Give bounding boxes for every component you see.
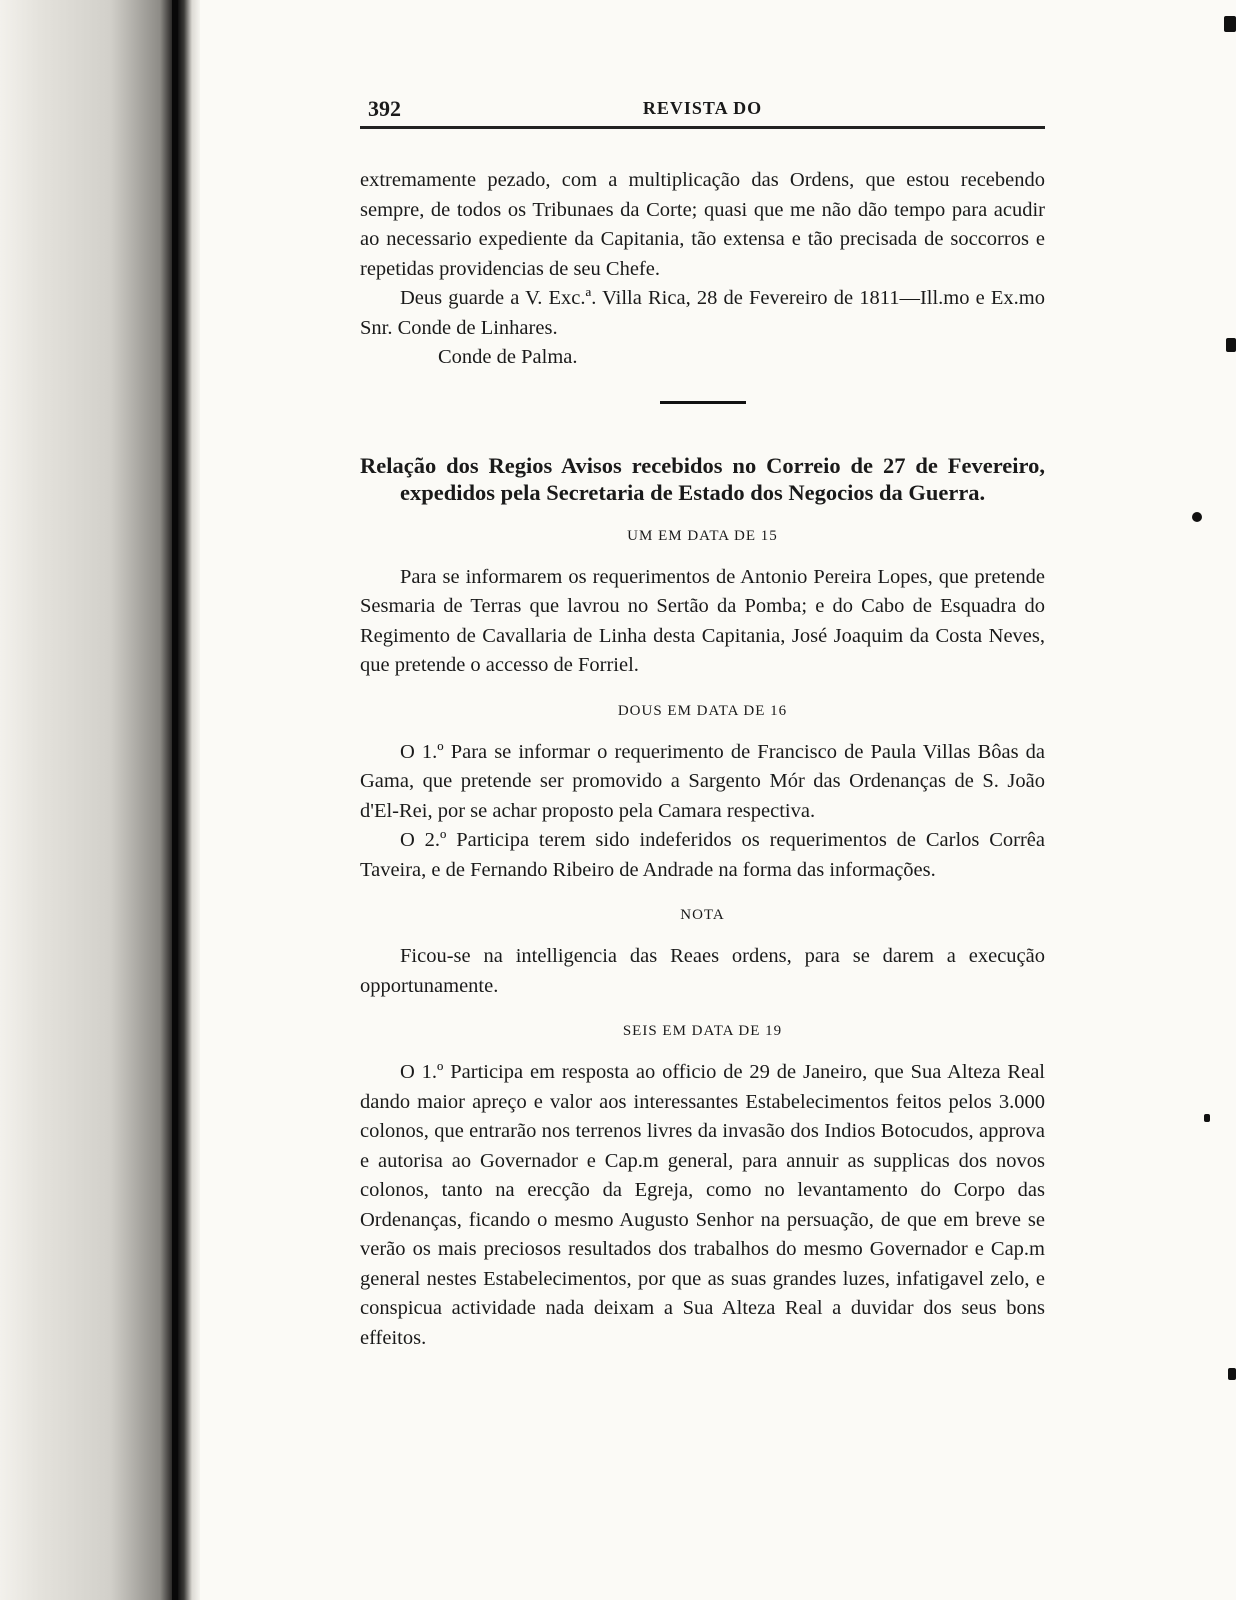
section-title: Relação dos Regios Avisos recebidos no Correio de 27 de Fevereiro, expedidos pela Secretaria de Estado dos Negocios da Guerra.	[360, 452, 1045, 505]
subheading-dous: DOUS EM DATA DE 16	[617, 702, 788, 719]
running-title: REVISTA DO	[642, 98, 763, 118]
opening-paragraph: extremamente pezado, com a multiplicação das Ordens, que estou recebendo sempre, de todos os Tribunaes da Corte; quasi que me não dão tempo para acudir ao necessario expediente da Capitania, tão extensa e tão precisada de soccorros e repetidas providencias de seu Chefe.	[360, 169, 1045, 280]
paragraph-dous-2: O 2.º Participa terem sido indeferidos os requerimentos de Carlos Corrêa Taveira, e de Fernando Ribeiro de Andrade na forma das informações.	[360, 829, 1045, 881]
text-column	[360, 166, 1045, 1353]
paragraph-seis: O 1.º Participa em resposta ao officio de 29 de Janeiro, que Sua Alteza Real dando maior apreço e valor aos interessantes Estabelecimentos feitos pelos 3.000 colonos, que entrarão nos terrenos livres da invasão dos Indios Botocudos, approva e autorisa ao Governador e Cap.m general, para annuir as supplicas dos novos colonos, tanto na erecção da Egreja, como no levantamento do Corpo das Ordenanças, ficando o mesmo Augusto Senhor na persuação, de que em breve se verão os mais preciosos resultados dos trabalhos do mesmo Governador e Cap.m general nestes Estabelecimentos, por que as suas grandes luzes, infatigavel zelo, e conspicua actividade nada deixam a Sua Alteza Real a duvidar dos seus bons effeitos.	[360, 1061, 1045, 1349]
edge-mark-2	[1226, 338, 1236, 352]
section-divider	[660, 401, 746, 404]
edge-mark-3	[1192, 512, 1202, 522]
page-header	[360, 96, 1045, 129]
edge-mark-1	[1224, 16, 1236, 32]
paragraph-um: Para se informarem os requerimentos de Antonio Pereira Lopes, que pretende Sesmaria de Terras que lavrou no Sertão da Pomba; e do Cabo de Esquadra do Regimento de Cavallaria de Linha desta Capitania, José Joaquim da Costa Neves, que pretende o accesso de Forriel.	[360, 565, 1045, 676]
subheading-um: UM EM DATA DE 15	[627, 527, 778, 544]
subheading-nota: NOTA	[680, 907, 725, 923]
binding-edge-line	[172, 0, 178, 1600]
paragraph-nota: Ficou-se na intelligencia das Reaes ordens, para se darem a execução opportunamente.	[360, 945, 1045, 997]
signature: Conde de Palma.	[438, 346, 578, 368]
paragraph-dous-1: O 1.º Para se informar o requerimento de Francisco de Paula Villas Bôas da Gama, que pretende ser promovido a Sargento Mór das Ordenanças de S. João d'El-Rei, por se achar proposto pela Camara respectiva.	[360, 740, 1045, 822]
edge-mark-5	[1228, 1368, 1236, 1380]
binding-gutter	[0, 0, 200, 1600]
subheading-seis: SEIS EM DATA DE 19	[622, 1023, 783, 1039]
page-number: 392	[368, 96, 401, 121]
edge-mark-4	[1204, 1114, 1210, 1122]
closing-formula: Deus guarde a V. Exc.ª. Villa Rica, 28 de Fevereiro de 1811—Ill.mo e Ex.mo Snr. Conde de Linhares.	[360, 287, 1045, 339]
